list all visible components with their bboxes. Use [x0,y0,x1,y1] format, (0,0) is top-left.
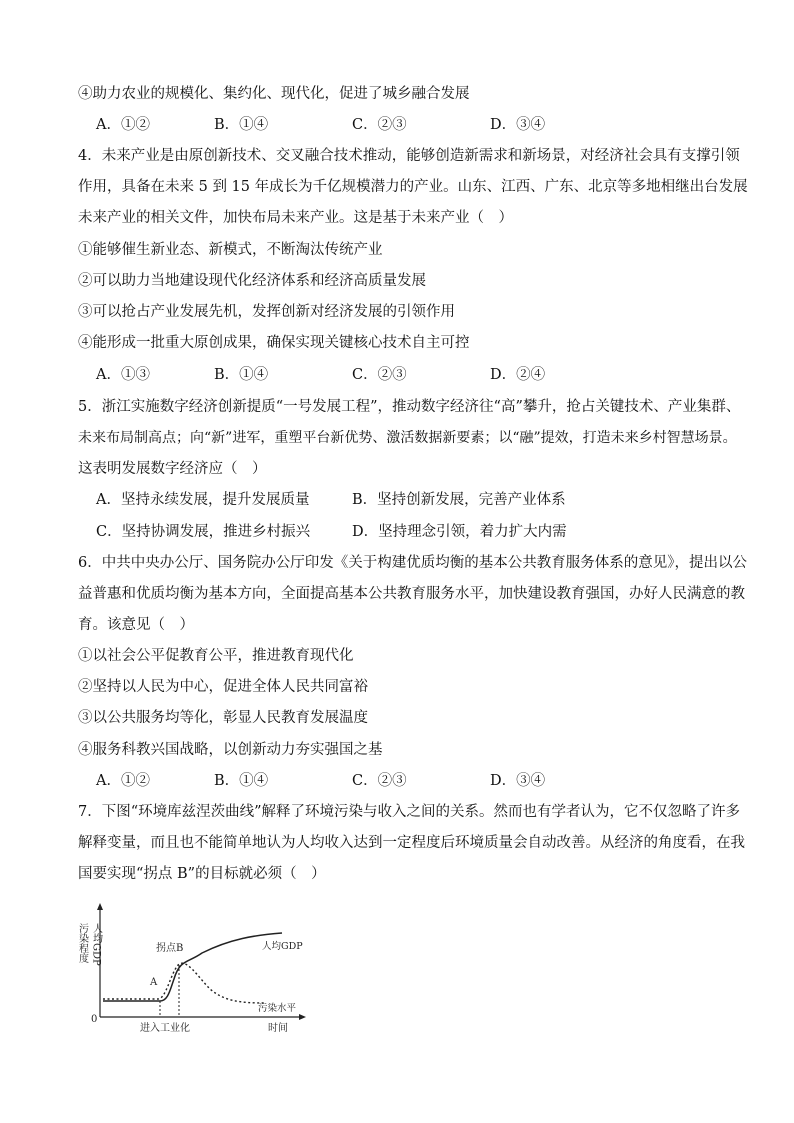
q6-stem-line-2: 益普惠和优质均衡为基本方向，全面提高基本公共教育服务水平，加快建设教育强国，办好人民满意的教 [78,586,745,602]
x-axis-arrow [299,1014,306,1020]
q5-stem-line-3: 这表明发展数字经济应（ ） [78,461,267,477]
gdp-curve [103,933,282,1001]
prev-option-b[interactable]: B．①④ [214,117,269,133]
label-gdp-curve: 人均GDP [262,941,303,952]
q4-stem-line-1: 4．未来产业是由原创新技术、交叉融合技术推动，能够创造新需求和新场景，对经济社会具有支撑引领 [78,148,740,164]
q4-option-c[interactable]: C．②③ [352,367,407,383]
q6-option-a[interactable]: A．①② [96,773,150,789]
label-point-a: A [150,977,158,988]
q5-stem-line-1: 5．浙江实施数字经济创新提质“一号发展工程”，推动数字经济往“高”攀升，抢占关键技术、产业集群、 [78,399,741,415]
q4-stem-line-3: 未来产业的相关文件，加快布局未来产业。这是基于未来产业（ ） [78,210,513,226]
q6-option-d[interactable]: D．③④ [490,773,546,789]
q4-item-1: ①能够催生新业态、新模式，不断淘汰传统产业 [78,242,383,258]
q4-item-4: ④能形成一批重大原创成果，确保实现关键核心技术自主可控 [78,335,470,351]
q5-option-b[interactable]: B．坚持创新发展，完善产业体系 [352,492,566,508]
q4-item-3: ③可以抢占产业发展先机，发挥创新对经济发展的引领作用 [78,304,455,320]
kuznets-curve-figure [70,895,330,1035]
label-x-time: 时间 [268,1023,288,1034]
pollution-curve [103,963,265,1003]
q6-item-2: ②坚持以人民为中心，促进全体人民共同富裕 [78,679,368,695]
prev-option-d[interactable]: D．③④ [490,117,546,133]
y-label-pollution: 污染程度 [76,923,88,963]
q6-item-4: ④服务科教兴国战略，以创新动力夯实强国之基 [78,742,383,758]
label-origin: 0 [91,1014,98,1025]
prev-item-4: ④助力农业的规模化、集约化、现代化，促进了城乡融合发展 [78,86,470,102]
q5-option-c[interactable]: C．坚持协调发展，推进乡村振兴 [96,524,311,540]
y-label-gdp: 人均GDP [90,923,102,966]
q7-stem-line-2: 解释变量，而且也不能简单地认为人均收入达到一定程度后环境质量会自动改善。从经济的角度看，在我 [78,835,745,851]
q4-stem-line-2: 作用，具备在未来 5 到 15 年成长为千亿规模潜力的产业。山东、江西、广东、北京等多地相继出台发展 [78,179,748,195]
q5-stem-line-2: 未来布局制高点；向“新”进军，重塑平台新优势、激活数据新要素；以“融”提效，打造未来乡村智慧场景。 [78,430,737,446]
y-axis-arrow [97,903,103,910]
q4-item-2: ②可以助力当地建设现代化经济体系和经济高质量发展 [78,273,426,289]
q7-stem-line-3: 国要实现“拐点 B”的目标就必须（ ） [78,866,326,882]
q6-option-b[interactable]: B．①④ [214,773,269,789]
q6-stem-line-1: 6．中共中央办公厅、国务院办公厅印发《关于构建优质均衡的基本公共教育服务体系的意见》，提出以公 [78,555,747,571]
label-pollution-curve: 污染水平 [258,1003,297,1014]
q5-option-a[interactable]: A．坚持永续发展，提升发展质量 [96,492,310,508]
q7-stem-line-1: 7．下图“环境库兹涅茨曲线”解释了环境污染与收入之间的关系。然而也有学者认为，它不仅忽略了许多 [78,804,741,820]
q6-item-3: ③以公共服务均等化，彰显人民教育发展温度 [78,710,368,726]
q4-option-a[interactable]: A．①③ [96,367,150,383]
q4-option-b[interactable]: B．①④ [214,367,269,383]
prev-option-a[interactable]: A．①② [96,117,150,133]
prev-option-c[interactable]: C．②③ [352,117,407,133]
label-point-b: 拐点B [156,943,184,954]
q6-option-c[interactable]: C．②③ [352,773,407,789]
q5-option-d[interactable]: D．坚持理念引领，着力扩大内需 [352,524,567,540]
q6-item-1: ①以社会公平促教育公平，推进教育现代化 [78,648,354,664]
q6-stem-line-3: 育。该意见（ ） [78,617,194,633]
label-x-industrialization: 进入工业化 [140,1023,190,1034]
q4-option-d[interactable]: D．②④ [490,367,546,383]
